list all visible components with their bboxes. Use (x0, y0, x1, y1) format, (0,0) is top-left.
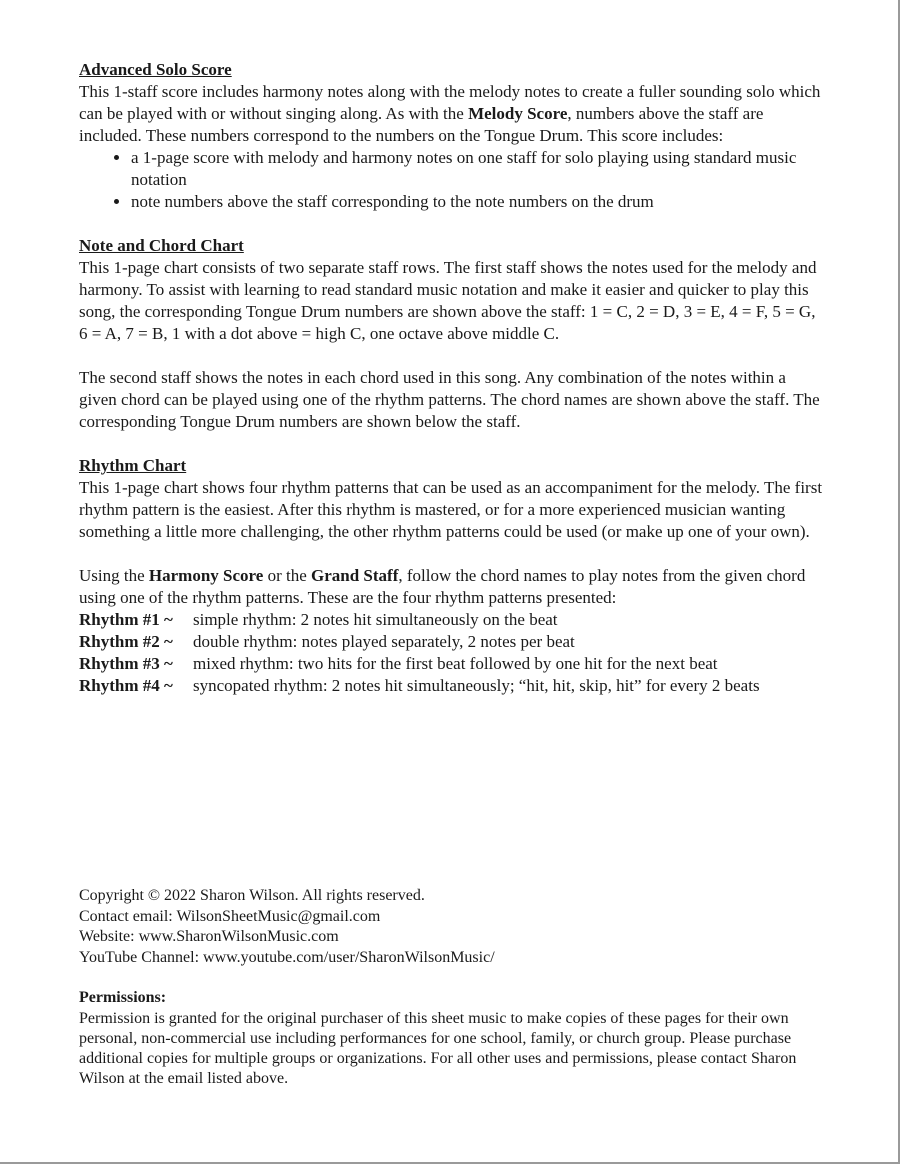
rhythm-chart-section (79, 455, 824, 697)
section-heading: Rhythm Chart (79, 456, 187, 475)
list-item: • note numbers above the staff corresponding to the note numbers on the drum (131, 191, 824, 213)
website-line: Website: www.SharonWilsonMusic.com (79, 928, 339, 945)
text-span: or the (263, 566, 311, 585)
section-paragraph: The second staff shows the notes in each chord used in this song. Any combination of the notes within a given chord can be played using one of the rhythm patterns. The chord names are shown above the staff. The corresponding Tongue Drum numbers are shown below the staff. (79, 368, 820, 431)
rhythm-description: mixed rhythm: two hits for the first beat followed by one hit for the next beat (193, 654, 718, 673)
section-heading: Note and Chord Chart (79, 236, 244, 255)
rhythm-list (79, 609, 824, 697)
permissions-text: Permission is granted for the original purchaser of this sheet music to make copies of these pages for their own personal, non-commercial use including performances for one school, family, or church group. Please purchase additional copies for multiple groups or organizations. For all other uses and permissions, please contact Sharon Wilson at the email listed above. (79, 1009, 797, 1087)
text-span: , follow the chord names to play notes from the given chord using one of the rhythm patterns. These are the four rhythm patterns presented: (79, 566, 806, 607)
main-content (79, 59, 824, 697)
rhythm-row (79, 653, 824, 675)
rhythm-description: double rhythm: notes played separately, 2 notes per beat (193, 632, 575, 651)
rhythm-row (79, 675, 824, 697)
rhythm-description: simple rhythm: 2 notes hit simultaneously on the beat (193, 610, 558, 629)
contact-email: Contact email: WilsonSheetMusic@gmail.com (79, 907, 381, 925)
rhythm-label: Rhythm #3 ~ (79, 654, 173, 673)
text-span: , numbers above the staff are included. These numbers correspond to the numbers on the Tongue Drum. This score includes: (79, 104, 764, 145)
text-span: Using the (79, 566, 149, 585)
list-item: • a 1-page score with melody and harmony notes on one staff for solo playing using standard music notation (131, 147, 824, 191)
permissions-title: Permissions: (79, 989, 167, 1006)
rhythm-label: Rhythm #4 ~ (79, 676, 173, 695)
footer (79, 886, 824, 1089)
rhythm-row (79, 609, 824, 631)
note-and-chord-chart-section (79, 235, 824, 433)
rhythm-label: Rhythm #1 ~ (79, 610, 173, 629)
copyright-line: Copyright © 2022 Sharon Wilson. All rights reserved. (79, 887, 425, 904)
section-paragraph: This 1-page chart consists of two separate staff rows. The first staff shows the notes used for the melody and harmony. To assist with learning to read standard music notation and make it easier and quicker to play this song, the corresponding Tongue Drum numbers are shown above the staff: 1 = C, 2 = D, 3 = E, 4 = F, 5 = G, 6 = A, 7 = B, 1 with a dot above = high C, one octave above middle C. (79, 258, 817, 343)
rhythm-description: syncopated rhythm: 2 notes hit simultaneously; “hit, hit, skip, hit” for every 2 beats (193, 676, 760, 695)
section-paragraph: This 1-page chart shows four rhythm patterns that can be used as an accompaniment for the melody. The first rhythm pattern is the easiest. After this rhythm is mastered, or for a more experienced musician wanting something a little more challenging, the other rhythm patterns could be used (or make up one of your own). (79, 478, 823, 541)
text-span: This 1-staff score includes harmony notes along with the melody notes to create a fuller sounding solo which can be played with or without singing along. As with the (79, 82, 821, 123)
advanced-solo-score-section (79, 59, 824, 213)
rhythm-label: Rhythm #2 ~ (79, 632, 173, 651)
section-heading: Advanced Solo Score (79, 60, 232, 79)
bold-term: Melody Score (468, 104, 568, 123)
section-paragraph (79, 565, 824, 609)
youtube-line: YouTube Channel: www.youtube.com/user/SharonWilsonMusic/ (79, 948, 495, 966)
bold-term: Harmony Score (148, 566, 264, 585)
rhythm-row (79, 631, 824, 653)
bold-term: Grand Staff (311, 566, 399, 585)
section-paragraph (79, 81, 824, 147)
bullet-list (79, 147, 824, 213)
